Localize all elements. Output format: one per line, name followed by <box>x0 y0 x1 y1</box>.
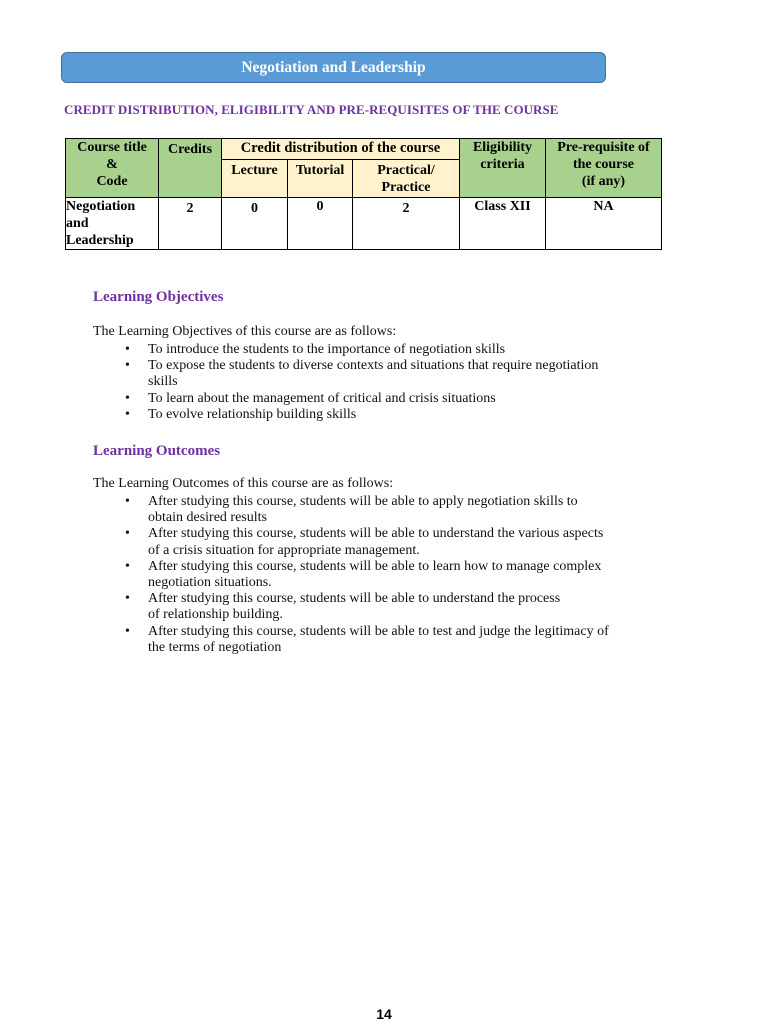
learning-objectives-intro: The Learning Objectives of this course are as follows: <box>93 324 397 339</box>
cell-course-line1: Negotiation <box>66 199 136 214</box>
cell-prerequisite <box>546 198 662 250</box>
list-item-text: After studying this course, students will be able to apply negotiation skills to <box>148 494 578 509</box>
header-eligibility-line2: criteria <box>480 157 525 172</box>
cell-lecture <box>222 198 288 250</box>
cell-credits <box>159 198 222 250</box>
bullet-icon: • <box>125 623 130 639</box>
list-item-text: After studying this course, students will be able to test and judge the legitimacy of <box>148 623 609 639</box>
bullet-icon: • <box>125 526 130 542</box>
list-item <box>121 591 666 623</box>
header-credits <box>159 139 222 198</box>
bullet-icon: • <box>125 406 130 422</box>
list-item <box>121 358 666 390</box>
list-item-text: After studying this course, students will be able to understand the process <box>148 591 561 607</box>
header-prerequisite <box>546 139 662 198</box>
cell-lecture-value: 0 <box>251 201 258 216</box>
page-number: 14 <box>376 1006 392 1022</box>
header-course-title-line3: Code <box>96 174 128 189</box>
learning-outcomes-heading: Learning Outcomes <box>93 443 221 459</box>
bullet-icon: • <box>125 358 130 374</box>
list-item-text-cont: the terms of negotiation <box>148 639 282 655</box>
list-item-text: To expose the students to diverse contexts and situations that require negotiation <box>148 358 599 374</box>
header-tutorial <box>288 160 353 198</box>
bullet-icon: • <box>125 558 130 574</box>
list-item <box>121 559 666 591</box>
cell-tutorial <box>288 198 353 250</box>
cell-course-line3: Leadership <box>66 233 134 248</box>
section-heading: CREDIT DISTRIBUTION, ELIGIBILITY AND PRE-REQUISITES OF THE COURSE <box>64 102 559 117</box>
list-item-text: To evolve relationship building skills <box>148 406 357 422</box>
cell-tutorial-value: 0 <box>316 199 324 214</box>
list-item <box>121 342 666 358</box>
list-item <box>121 494 666 526</box>
banner-title: Negotiation and Leadership <box>241 58 426 76</box>
list-item-text: To learn about the management of critical and crisis situations <box>148 390 496 406</box>
header-prerequisite-line1: Pre-requisite of <box>557 140 650 155</box>
list-item-text-cont: of relationship building. <box>148 607 283 623</box>
cell-eligibility-value: Class XII <box>474 199 531 214</box>
cell-practical-value: 2 <box>402 201 410 216</box>
header-eligibility <box>460 139 546 198</box>
bullet-icon: • <box>125 342 130 357</box>
list-item-text-cont: obtain desired results <box>148 510 267 526</box>
header-practical-line2: Practice <box>381 180 431 195</box>
header-lecture <box>222 160 288 198</box>
list-item <box>121 624 666 656</box>
cell-course <box>66 198 159 250</box>
header-lecture-label: Lecture <box>231 163 278 178</box>
list-item-text-cont: negotiation situations. <box>148 575 272 591</box>
list-item-text-cont: skills <box>148 374 178 390</box>
header-credit-distribution <box>222 139 460 160</box>
learning-objectives-list <box>121 342 666 423</box>
list-item-text-cont: of a crisis situation for appropriate management. <box>148 542 420 558</box>
header-prerequisite-line3: (if any) <box>581 174 626 189</box>
cell-practical <box>353 198 460 250</box>
header-eligibility-line1: Eligibility <box>472 140 533 155</box>
cell-credits-value: 2 <box>186 201 194 216</box>
list-item-text: After studying this course, students will be able to understand the various aspects <box>148 526 604 542</box>
list-item-text: To introduce the students to the importance of negotiation skills <box>148 342 506 357</box>
list-item <box>121 526 666 558</box>
cell-prerequisite-value: NA <box>593 199 614 214</box>
header-prerequisite-line2: the course <box>572 157 635 172</box>
header-practical <box>353 160 460 198</box>
header-course-title <box>66 139 159 198</box>
list-item <box>121 407 666 423</box>
header-course-title-line2: & <box>106 157 118 172</box>
list-item <box>121 391 666 407</box>
bullet-icon: • <box>125 390 130 406</box>
header-practical-line1: Practical/ <box>377 163 435 178</box>
list-item-text: After studying this course, students will be able to learn how to manage complex <box>148 558 602 574</box>
cell-eligibility <box>460 198 546 250</box>
cell-course-line2: and <box>66 216 89 231</box>
learning-outcomes-list <box>121 494 666 656</box>
header-credit-distribution-label: Credit distribution of the course <box>240 140 441 156</box>
header-tutorial-label: Tutorial <box>295 163 345 178</box>
header-credits-label: Credits <box>167 142 213 157</box>
learning-outcomes-intro: The Learning Outcomes of this course are as follows: <box>93 476 394 491</box>
bullet-icon: • <box>125 591 130 607</box>
header-course-title-line1: Course title <box>77 140 147 155</box>
bullet-icon: • <box>125 494 130 509</box>
course-title-banner <box>61 52 606 83</box>
credit-distribution-table <box>65 138 662 250</box>
learning-objectives-heading: Learning Objectives <box>93 289 224 305</box>
